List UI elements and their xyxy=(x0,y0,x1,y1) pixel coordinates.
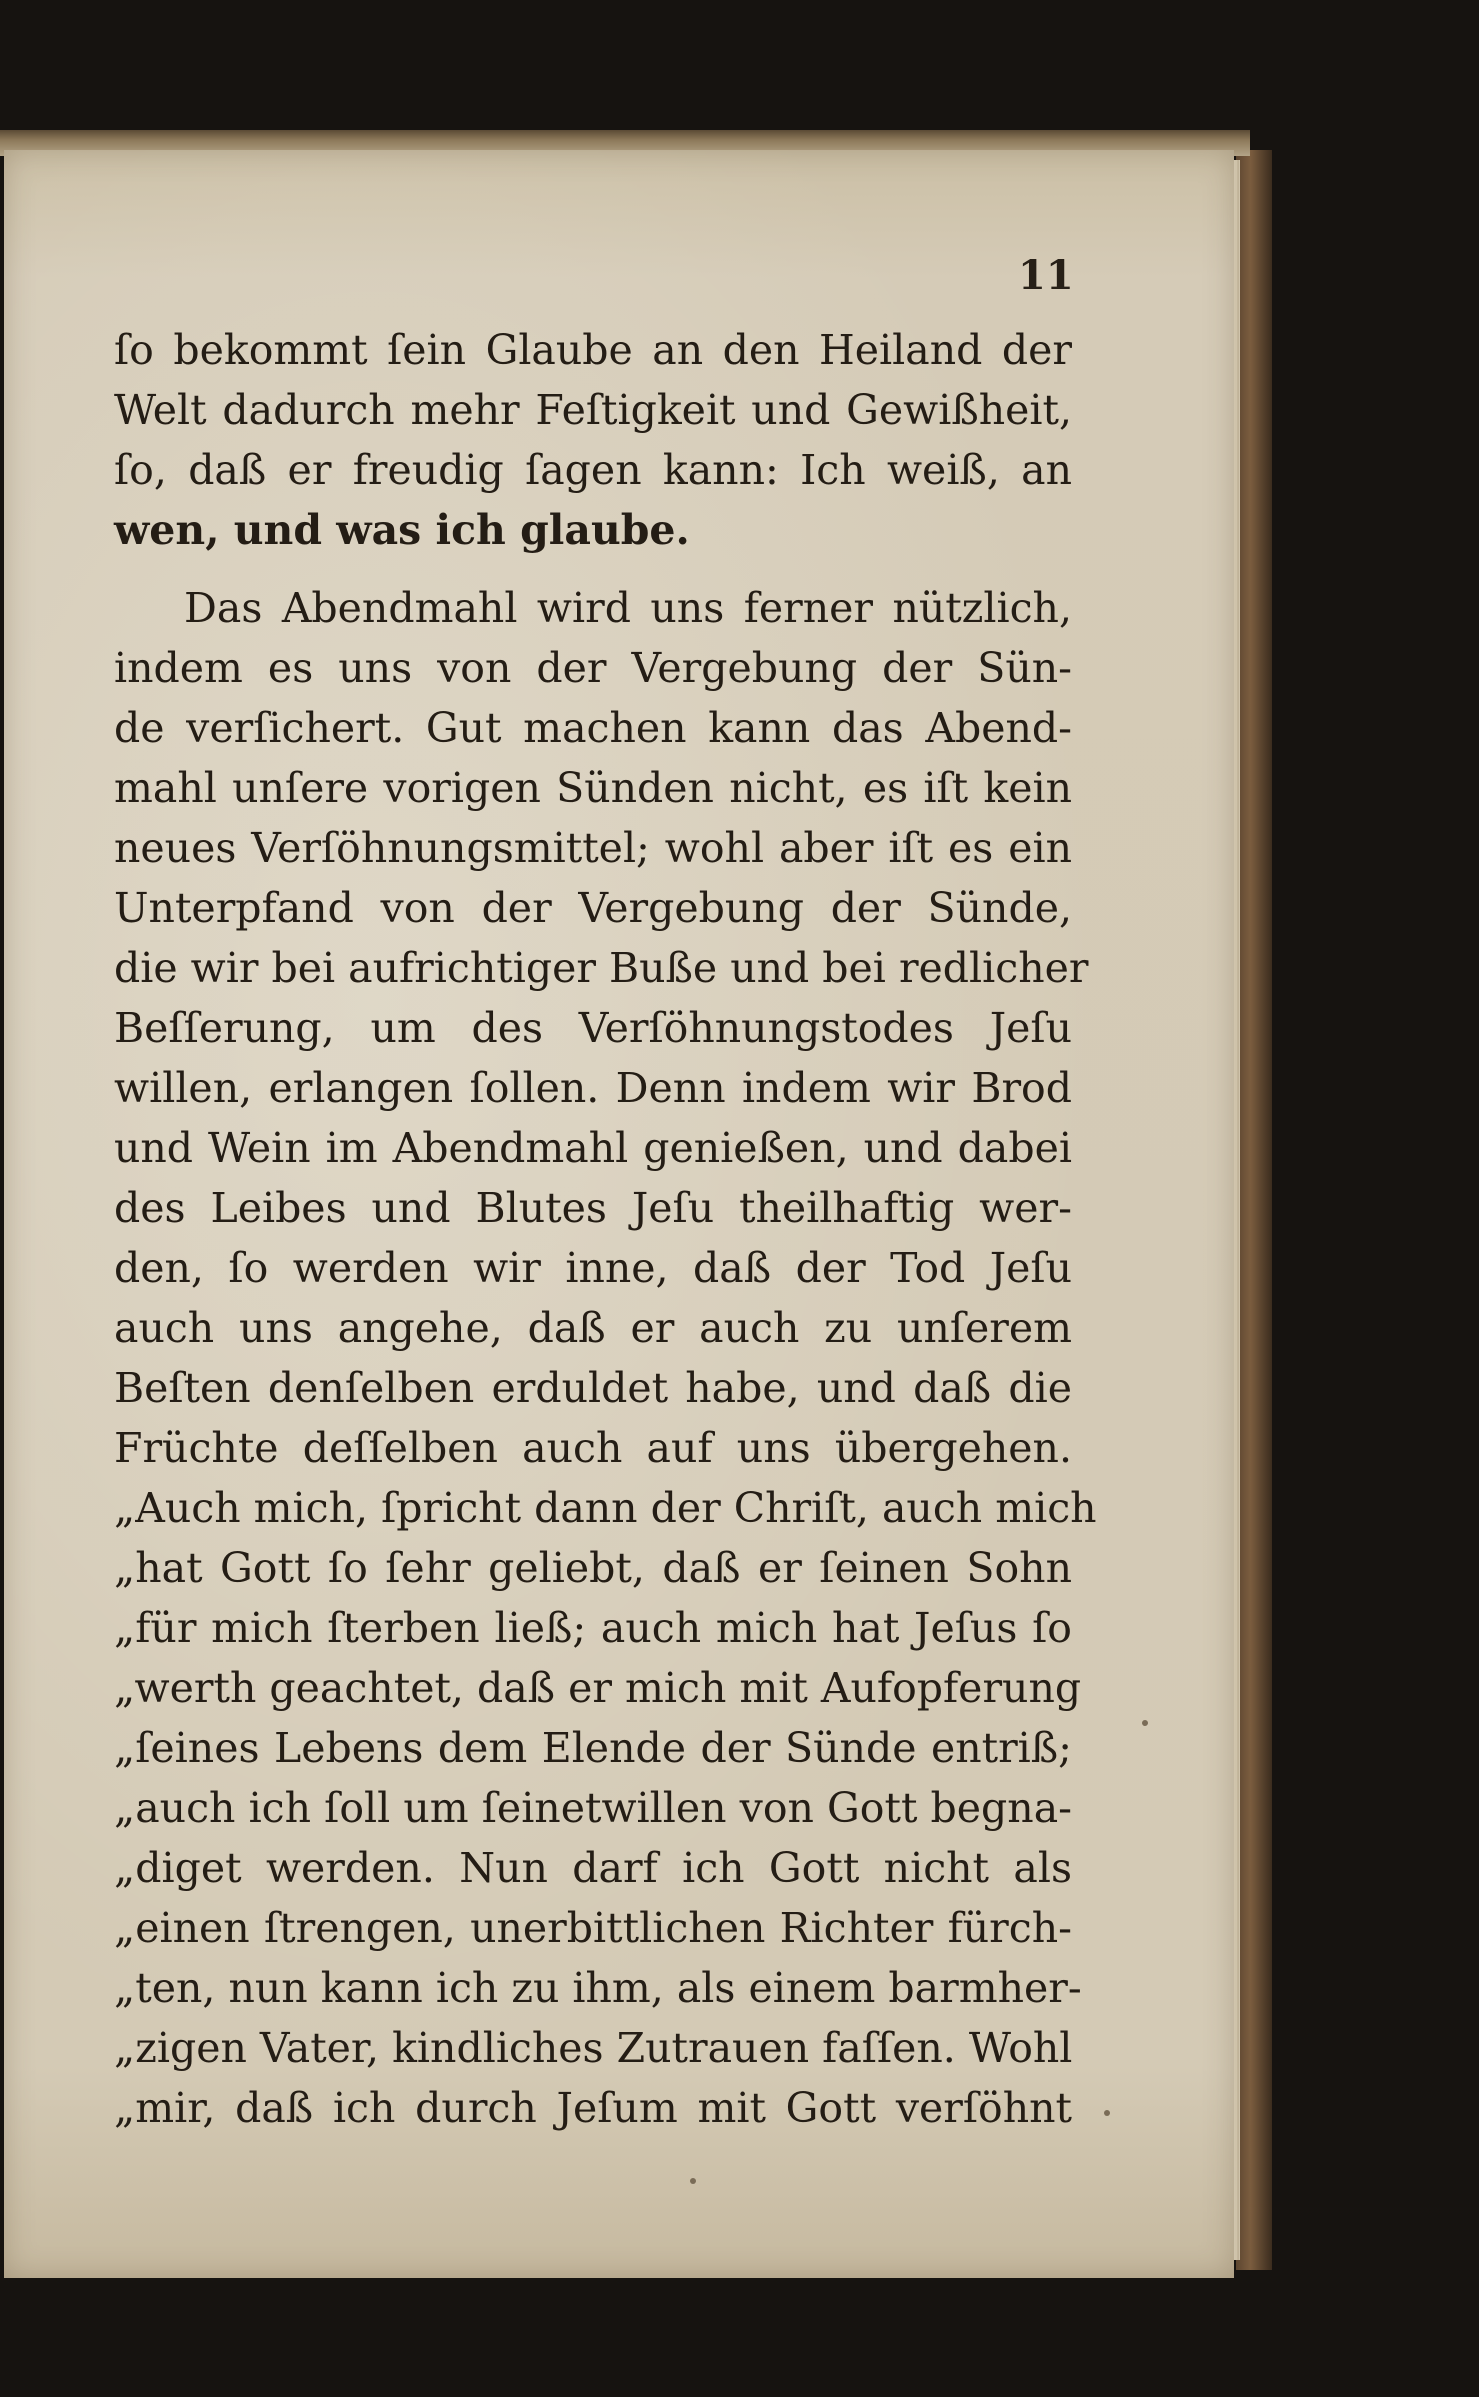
text-line: und Wein im Abendmahl genießen, und dabei xyxy=(114,1124,1072,1172)
page-text xyxy=(114,320,1097,2138)
text-line: „Auch mich, ſpricht dann der Chriſt, auch mich xyxy=(114,1484,1097,1532)
text-line: „diget werden. Nun darf ich Gott nicht als xyxy=(114,1844,1072,1892)
text-line: indem es uns von der Vergebung der Sün- xyxy=(114,644,1072,692)
text-line: wen, und was ich glaube. xyxy=(114,506,690,554)
text-line: „für mich ſterben ließ; auch mich hat Jeſus ſo xyxy=(114,1604,1072,1652)
paper-speck xyxy=(1142,1720,1148,1726)
text-line: Beſſerung, um des Verſöhnungstodes Jeſu xyxy=(114,1004,1072,1052)
paper-speck xyxy=(690,2178,696,2184)
text-line: ſo, daß er freudig ſagen kann: Ich weiß, an xyxy=(114,446,1072,494)
text-line: „einen ſtrengen, unerbittlichen Richter fürch- xyxy=(114,1904,1072,1952)
text-line: de verſichert. Gut machen kann das Abend- xyxy=(114,704,1072,752)
text-line: „zigen Vater, kindliches Zutrauen faſſen. Wohl xyxy=(114,2024,1073,2072)
paper-speck xyxy=(1104,2110,1110,2116)
book-spine-edge xyxy=(1236,150,1272,2270)
text-line: „ten, nun kann ich zu ihm, als einem barmher- xyxy=(114,1964,1082,2012)
text-line: ſo bekommt ſein Glaube an den Heiland der xyxy=(114,326,1072,374)
text-line: mahl unſere vorigen Sünden nicht, es iſt kein xyxy=(114,764,1072,812)
text-line: „werth geachtet, daß er mich mit Aufopferung xyxy=(114,1664,1082,1712)
text-line: Beſten denſelben erduldet habe, und daß die xyxy=(114,1364,1072,1412)
text-line: Früchte deſſelben auch auf uns übergehen. xyxy=(114,1424,1072,1472)
text-line: Unterpfand von der Vergebung der Sünde, xyxy=(114,884,1072,932)
text-line: die wir bei aufrichtiger Buße und bei redlicher xyxy=(114,944,1089,992)
text-line: den, ſo werden wir inne, daß der Tod Jeſu xyxy=(114,1244,1072,1292)
text-line: des Leibes und Blutes Jeſu theilhaftig wer- xyxy=(114,1184,1072,1232)
text-line: „mir, daß ich durch Jeſum mit Gott verſöhnt xyxy=(114,2084,1072,2132)
text-line: neues Verſöhnungsmittel; wohl aber iſt es ein xyxy=(114,824,1072,872)
text-line: willen, erlangen ſollen. Denn indem wir Brod xyxy=(114,1064,1072,1112)
text-line: „hat Gott ſo ſehr geliebt, daß er ſeinen Sohn xyxy=(114,1544,1072,1592)
text-line: auch uns angehe, daß er auch zu unſerem xyxy=(114,1304,1072,1352)
text-line: Das Abendmahl wird uns ferner nützlich, xyxy=(184,584,1072,632)
text-line: „auch ich ſoll um ſeinetwillen von Gott begna- xyxy=(114,1784,1072,1832)
paragraph-gap xyxy=(114,560,1072,578)
text-line: „ſeines Lebens dem Elende der Sünde entriß; xyxy=(114,1724,1072,1772)
page-number: 11 xyxy=(1018,252,1074,299)
text-line: Welt dadurch mehr Feſtigkeit und Gewißheit, xyxy=(114,386,1072,434)
